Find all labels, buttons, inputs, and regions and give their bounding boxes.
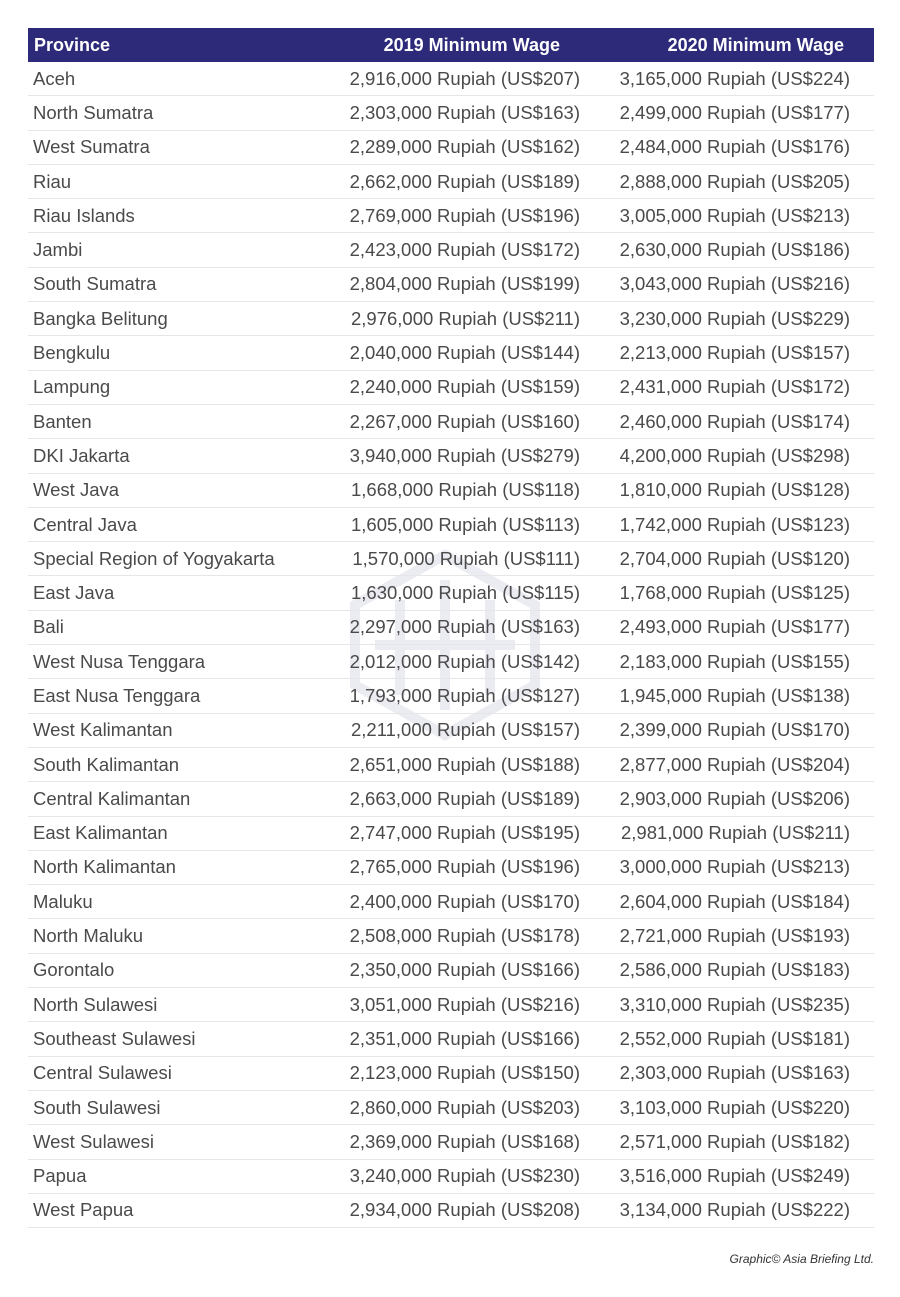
wage-2019-cell: 2,240,000 Rupiah (US$159) — [328, 370, 584, 404]
wage-2020-cell: 1,810,000 Rupiah (US$128) — [584, 473, 874, 507]
table-row — [28, 1090, 874, 1124]
wage-2020-cell: 2,493,000 Rupiah (US$177) — [584, 610, 874, 644]
wage-2020-cell: 3,134,000 Rupiah (US$222) — [584, 1193, 874, 1227]
wage-2020-cell: 3,165,000 Rupiah (US$224) — [584, 62, 874, 96]
wage-2020-cell: 2,484,000 Rupiah (US$176) — [584, 130, 874, 164]
province-cell: North Kalimantan — [28, 850, 328, 884]
column-header-2019-wage: 2019 Minimum Wage — [328, 28, 584, 62]
table-row — [28, 336, 874, 370]
wage-2020-cell: 3,310,000 Rupiah (US$235) — [584, 988, 874, 1022]
province-cell: Aceh — [28, 62, 328, 96]
wage-2019-cell: 2,123,000 Rupiah (US$150) — [328, 1056, 584, 1090]
table-row — [28, 542, 874, 576]
table-row — [28, 130, 874, 164]
province-cell: Banten — [28, 404, 328, 438]
wage-2019-cell: 2,651,000 Rupiah (US$188) — [328, 747, 584, 781]
province-cell: West Sumatra — [28, 130, 328, 164]
wage-2019-cell: 2,765,000 Rupiah (US$196) — [328, 850, 584, 884]
wage-2019-cell: 2,860,000 Rupiah (US$203) — [328, 1090, 584, 1124]
province-cell: East Kalimantan — [28, 816, 328, 850]
province-cell: Central Kalimantan — [28, 782, 328, 816]
wage-2019-cell: 2,804,000 Rupiah (US$199) — [328, 267, 584, 301]
province-cell: Riau Islands — [28, 199, 328, 233]
table-row — [28, 233, 874, 267]
table-row — [28, 267, 874, 301]
table-row — [28, 439, 874, 473]
wage-2020-cell: 3,005,000 Rupiah (US$213) — [584, 199, 874, 233]
province-cell: Central Sulawesi — [28, 1056, 328, 1090]
wage-2019-cell: 2,423,000 Rupiah (US$172) — [328, 233, 584, 267]
table-row — [28, 1159, 874, 1193]
wage-2019-cell: 2,662,000 Rupiah (US$189) — [328, 164, 584, 198]
table-row — [28, 713, 874, 747]
table-row — [28, 1056, 874, 1090]
table-row — [28, 576, 874, 610]
wage-2020-cell: 1,945,000 Rupiah (US$138) — [584, 679, 874, 713]
wage-2019-cell: 2,012,000 Rupiah (US$142) — [328, 645, 584, 679]
table-row — [28, 96, 874, 130]
province-cell: Bangka Belitung — [28, 302, 328, 336]
wage-2020-cell: 2,399,000 Rupiah (US$170) — [584, 713, 874, 747]
province-cell: Bengkulu — [28, 336, 328, 370]
table-row — [28, 885, 874, 919]
table-row — [28, 850, 874, 884]
table-row — [28, 816, 874, 850]
wage-2019-cell: 2,934,000 Rupiah (US$208) — [328, 1193, 584, 1227]
province-cell: North Sulawesi — [28, 988, 328, 1022]
province-cell: Jambi — [28, 233, 328, 267]
table-body — [28, 62, 874, 1228]
table-row — [28, 164, 874, 198]
wage-2019-cell: 2,769,000 Rupiah (US$196) — [328, 199, 584, 233]
wage-2019-cell: 2,400,000 Rupiah (US$170) — [328, 885, 584, 919]
wage-2020-cell: 2,431,000 Rupiah (US$172) — [584, 370, 874, 404]
table-row — [28, 679, 874, 713]
province-cell: East Java — [28, 576, 328, 610]
wage-2019-cell: 1,793,000 Rupiah (US$127) — [328, 679, 584, 713]
wage-2020-cell: 4,200,000 Rupiah (US$298) — [584, 439, 874, 473]
province-cell: West Papua — [28, 1193, 328, 1227]
wage-2019-cell: 2,289,000 Rupiah (US$162) — [328, 130, 584, 164]
province-cell: East Nusa Tenggara — [28, 679, 328, 713]
minimum-wage-table — [28, 28, 874, 1228]
wage-2019-cell: 2,916,000 Rupiah (US$207) — [328, 62, 584, 96]
table-row — [28, 1125, 874, 1159]
wage-2020-cell: 2,630,000 Rupiah (US$186) — [584, 233, 874, 267]
province-cell: South Sumatra — [28, 267, 328, 301]
wage-2019-cell: 2,663,000 Rupiah (US$189) — [328, 782, 584, 816]
wage-2020-cell: 2,213,000 Rupiah (US$157) — [584, 336, 874, 370]
province-cell: Maluku — [28, 885, 328, 919]
table-row — [28, 199, 874, 233]
table-row — [28, 473, 874, 507]
province-cell: West Nusa Tenggara — [28, 645, 328, 679]
wage-2019-cell: 1,630,000 Rupiah (US$115) — [328, 576, 584, 610]
wage-2019-cell: 1,668,000 Rupiah (US$118) — [328, 473, 584, 507]
wage-2020-cell: 1,742,000 Rupiah (US$123) — [584, 507, 874, 541]
wage-2019-cell: 1,570,000 Rupiah (US$111) — [328, 542, 584, 576]
wage-2019-cell: 2,351,000 Rupiah (US$166) — [328, 1022, 584, 1056]
wage-2020-cell: 2,499,000 Rupiah (US$177) — [584, 96, 874, 130]
wage-2019-cell: 2,369,000 Rupiah (US$168) — [328, 1125, 584, 1159]
province-cell: Southeast Sulawesi — [28, 1022, 328, 1056]
province-cell: South Sulawesi — [28, 1090, 328, 1124]
wage-2020-cell: 3,000,000 Rupiah (US$213) — [584, 850, 874, 884]
province-cell: Papua — [28, 1159, 328, 1193]
wage-2020-cell: 2,183,000 Rupiah (US$155) — [584, 645, 874, 679]
table-row — [28, 1022, 874, 1056]
table-header-row — [28, 28, 874, 62]
wage-2019-cell: 2,303,000 Rupiah (US$163) — [328, 96, 584, 130]
wage-2020-cell: 3,043,000 Rupiah (US$216) — [584, 267, 874, 301]
wage-2019-cell: 2,211,000 Rupiah (US$157) — [328, 713, 584, 747]
province-cell: South Kalimantan — [28, 747, 328, 781]
wage-2020-cell: 2,903,000 Rupiah (US$206) — [584, 782, 874, 816]
table-row — [28, 953, 874, 987]
province-cell: Riau — [28, 164, 328, 198]
wage-2019-cell: 2,350,000 Rupiah (US$166) — [328, 953, 584, 987]
wage-2019-cell: 2,976,000 Rupiah (US$211) — [328, 302, 584, 336]
province-cell: Lampung — [28, 370, 328, 404]
table-row — [28, 610, 874, 644]
column-header-2020-wage: 2020 Minimum Wage — [584, 28, 874, 62]
table-row — [28, 1193, 874, 1227]
province-cell: Special Region of Yogyakarta — [28, 542, 328, 576]
wage-2020-cell: 3,103,000 Rupiah (US$220) — [584, 1090, 874, 1124]
table-row — [28, 62, 874, 96]
wage-2020-cell: 2,721,000 Rupiah (US$193) — [584, 919, 874, 953]
table-row — [28, 988, 874, 1022]
province-cell: West Java — [28, 473, 328, 507]
table-row — [28, 404, 874, 438]
province-cell: DKI Jakarta — [28, 439, 328, 473]
wage-2020-cell: 2,586,000 Rupiah (US$183) — [584, 953, 874, 987]
wage-2020-cell: 3,516,000 Rupiah (US$249) — [584, 1159, 874, 1193]
wage-2019-cell: 3,940,000 Rupiah (US$279) — [328, 439, 584, 473]
wage-2019-cell: 2,040,000 Rupiah (US$144) — [328, 336, 584, 370]
wage-2019-cell: 3,240,000 Rupiah (US$230) — [328, 1159, 584, 1193]
wage-2020-cell: 2,303,000 Rupiah (US$163) — [584, 1056, 874, 1090]
wage-2019-cell: 2,297,000 Rupiah (US$163) — [328, 610, 584, 644]
table-row — [28, 302, 874, 336]
graphic-credit: Graphic© Asia Briefing Ltd. — [729, 1252, 874, 1266]
table-row — [28, 782, 874, 816]
wage-2019-cell: 2,747,000 Rupiah (US$195) — [328, 816, 584, 850]
wage-2020-cell: 2,981,000 Rupiah (US$211) — [584, 816, 874, 850]
province-cell: West Kalimantan — [28, 713, 328, 747]
table-row — [28, 507, 874, 541]
province-cell: North Maluku — [28, 919, 328, 953]
wage-2019-cell: 2,508,000 Rupiah (US$178) — [328, 919, 584, 953]
wage-2019-cell: 3,051,000 Rupiah (US$216) — [328, 988, 584, 1022]
wage-2020-cell: 2,571,000 Rupiah (US$182) — [584, 1125, 874, 1159]
province-cell: Gorontalo — [28, 953, 328, 987]
wage-2020-cell: 2,877,000 Rupiah (US$204) — [584, 747, 874, 781]
wage-2020-cell: 3,230,000 Rupiah (US$229) — [584, 302, 874, 336]
table-row — [28, 645, 874, 679]
table-row — [28, 370, 874, 404]
table-row — [28, 919, 874, 953]
wage-2020-cell: 2,888,000 Rupiah (US$205) — [584, 164, 874, 198]
wage-2020-cell: 2,460,000 Rupiah (US$174) — [584, 404, 874, 438]
wage-2020-cell: 2,604,000 Rupiah (US$184) — [584, 885, 874, 919]
wage-2020-cell: 2,552,000 Rupiah (US$181) — [584, 1022, 874, 1056]
wage-2020-cell: 1,768,000 Rupiah (US$125) — [584, 576, 874, 610]
column-header-province: Province — [28, 28, 328, 62]
table-row — [28, 747, 874, 781]
province-cell: Bali — [28, 610, 328, 644]
wage-2019-cell: 2,267,000 Rupiah (US$160) — [328, 404, 584, 438]
province-cell: Central Java — [28, 507, 328, 541]
wage-2020-cell: 2,704,000 Rupiah (US$120) — [584, 542, 874, 576]
wage-2019-cell: 1,605,000 Rupiah (US$113) — [328, 507, 584, 541]
province-cell: North Sumatra — [28, 96, 328, 130]
province-cell: West Sulawesi — [28, 1125, 328, 1159]
